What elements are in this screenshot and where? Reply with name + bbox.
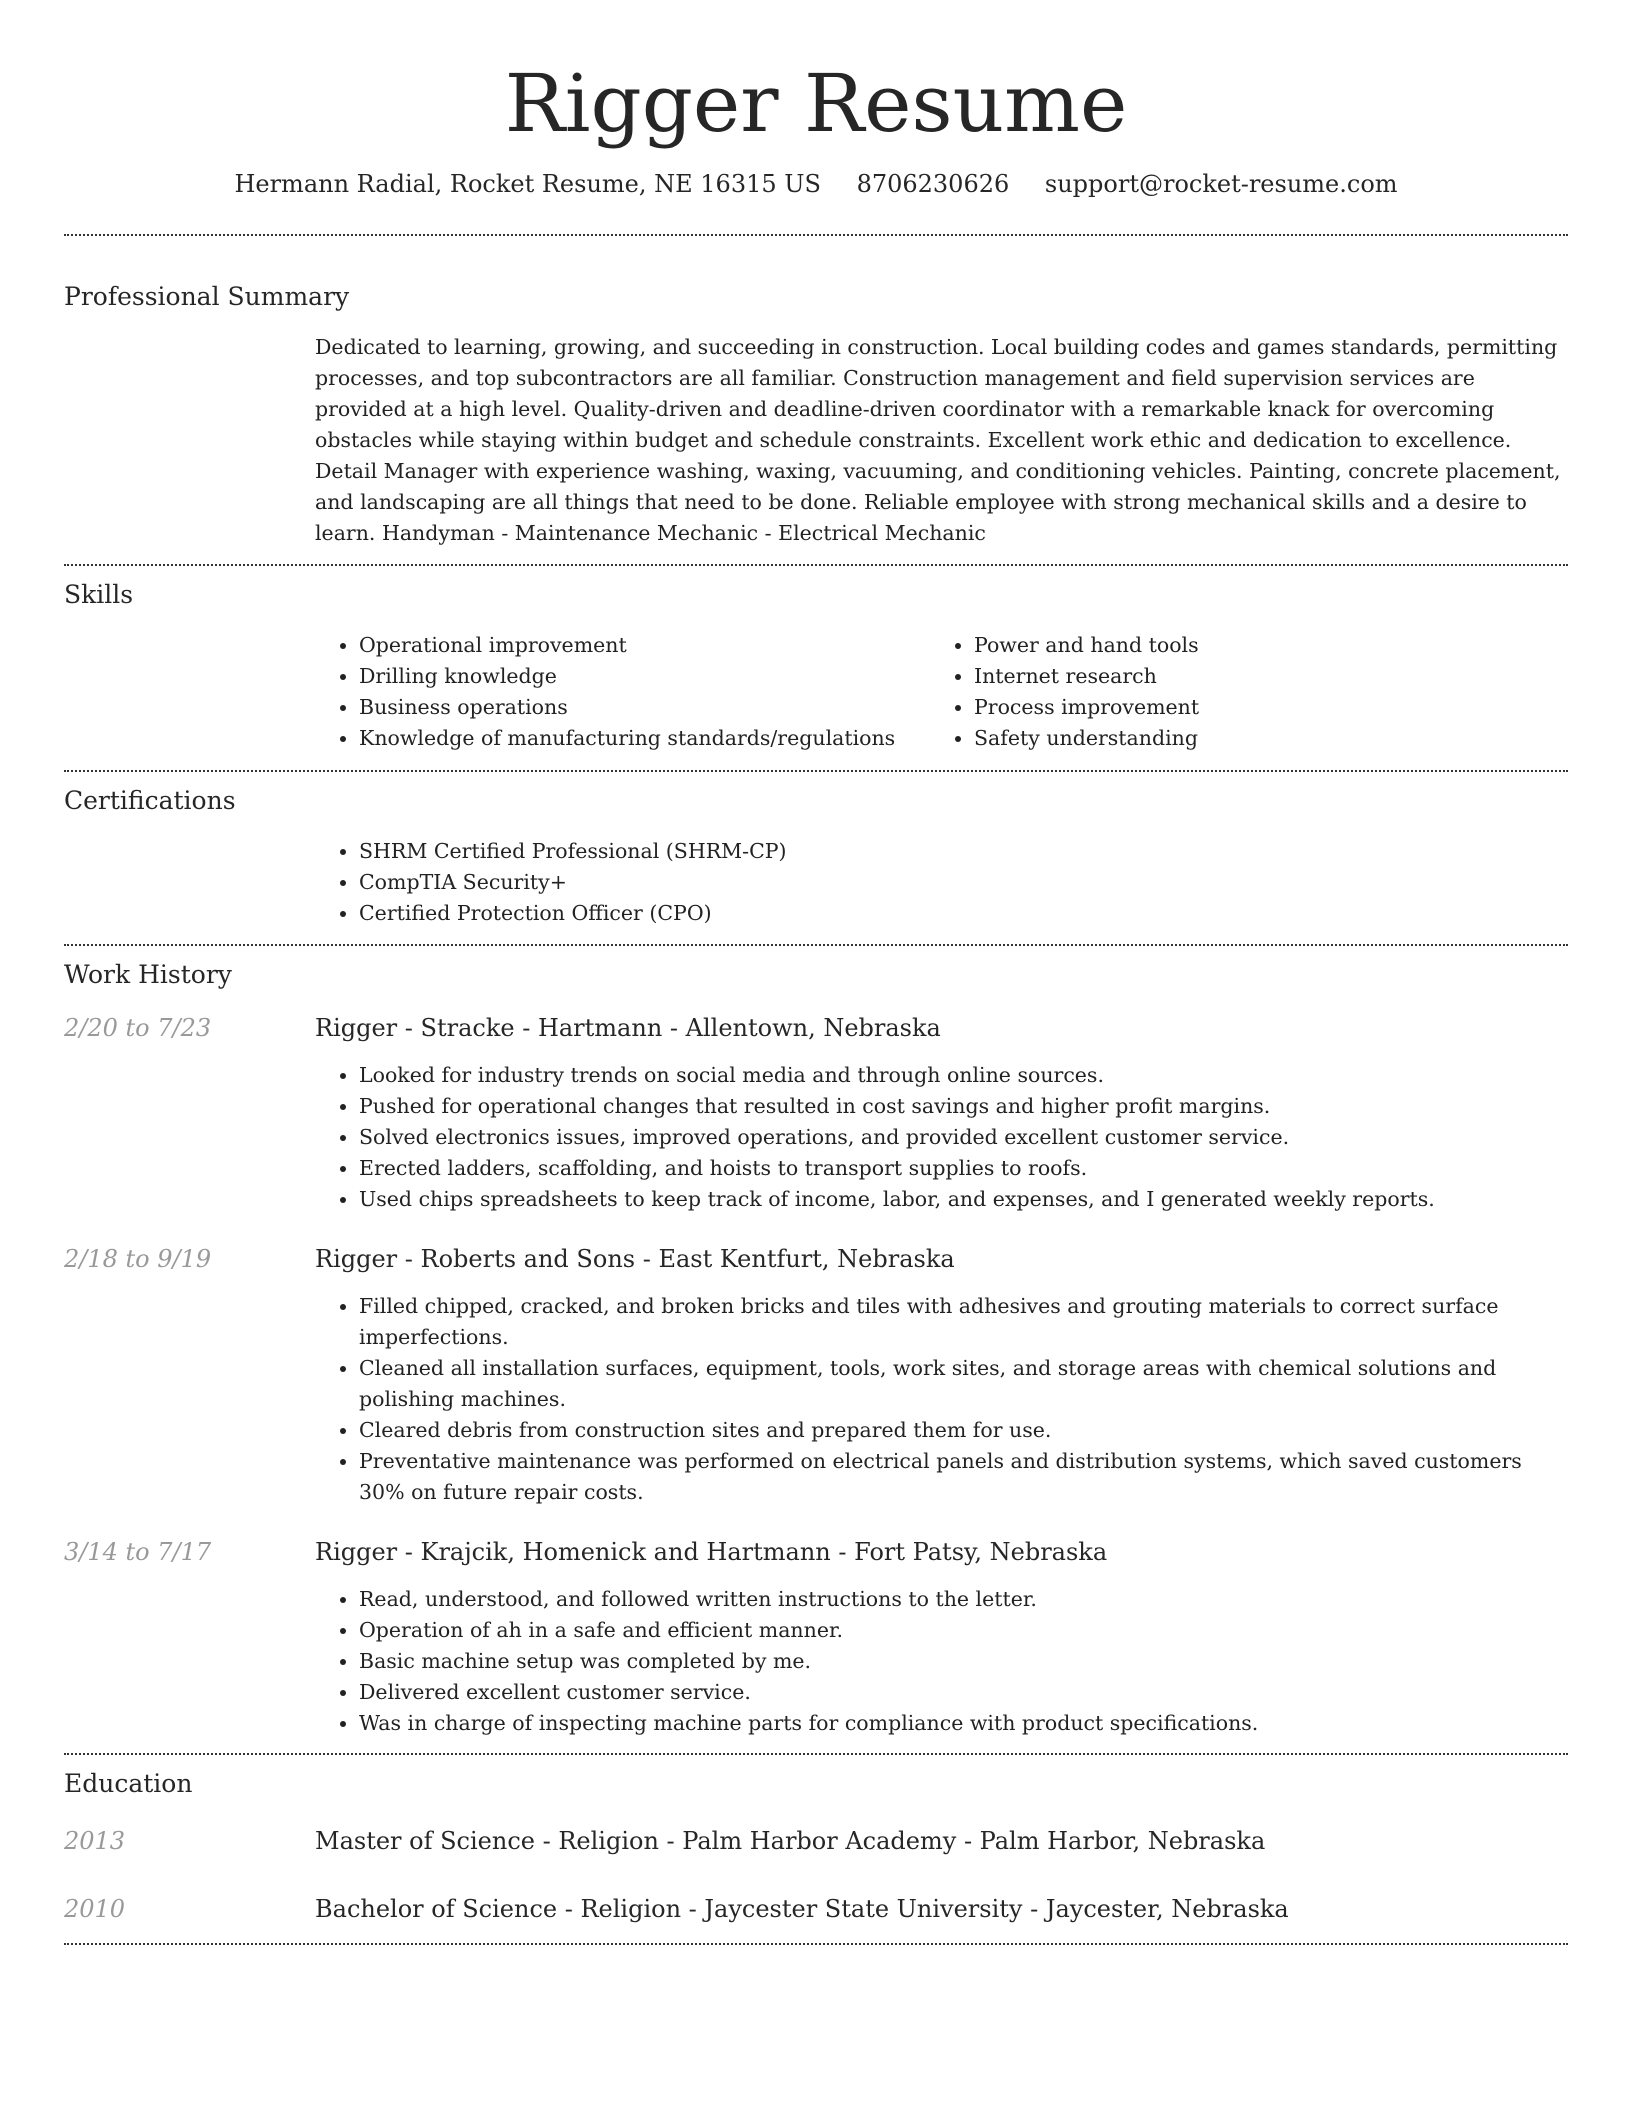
skill-item: • Operational improvement — [359, 630, 930, 661]
education-entry — [64, 1825, 1568, 1857]
job-bullet: • Filled chipped, cracked, and broken bricks and tiles with adhesives and grouting materials to correct surface imperfections. — [359, 1291, 1568, 1353]
section-divider — [64, 1753, 1568, 1755]
job-title: Rigger - Roberts and Sons - East Kentfurt, Nebraska — [315, 1245, 955, 1273]
certification-item: • SHRM Certified Professional (SHRM-CP) — [359, 836, 1568, 867]
job-bullet: • Cleaned all installation surfaces, equipment, tools, work sites, and storage areas with chemical solutions and polishing machines. — [359, 1353, 1568, 1415]
job-bullet: • Basic machine setup was completed by me. — [359, 1646, 1568, 1677]
skill-item: • Safety understanding — [974, 723, 1199, 754]
section-title-skills: Skills — [64, 580, 134, 609]
skill-item: • Knowledge of manufacturing standards/regulations — [359, 723, 930, 754]
job-bullet: • Preventative maintenance was performed on electrical panels and distribution systems, which saved customers 30% on future repair costs. — [359, 1446, 1568, 1508]
job-bullet: • Used chips spreadsheets to keep track of income, labor, and expenses, and I generated weekly reports. — [359, 1184, 1568, 1215]
job-title: Rigger - Stracke - Hartmann - Allentown, Nebraska — [315, 1014, 941, 1042]
section-divider — [64, 770, 1568, 772]
education-entry — [64, 1893, 1568, 1925]
section-divider — [64, 1943, 1568, 1945]
section-title-education: Education — [64, 1769, 193, 1798]
skills-column-left — [315, 630, 930, 754]
education-title: Bachelor of Science - Religion - Jaycester State University - Jaycester, Nebraska — [315, 1895, 1289, 1923]
job-entry — [64, 1536, 1568, 1739]
skill-item: • Business operations — [359, 692, 930, 723]
contact-phone: 8706230626 — [856, 170, 1010, 198]
job-bullet: • Was in charge of inspecting machine parts for compliance with product specifications. — [359, 1708, 1568, 1739]
job-date: 2/18 to 9/19 — [64, 1245, 212, 1273]
certifications-list — [315, 836, 1568, 929]
contact-address: Hermann Radial, Rocket Resume, NE 16315 US — [234, 170, 821, 198]
job-bullet: • Solved electronics issues, improved operations, and provided excellent customer service. — [359, 1122, 1568, 1153]
job-entry — [64, 1243, 1568, 1508]
job-bullet: • Erected ladders, scaffolding, and hoists to transport supplies to roofs. — [359, 1153, 1568, 1184]
skill-item: • Internet research — [974, 661, 1199, 692]
education-title: Master of Science - Religion - Palm Harbor Academy - Palm Harbor, Nebraska — [315, 1827, 1266, 1855]
certification-item: • Certified Protection Officer (CPO) — [359, 898, 1568, 929]
skill-item: • Drilling knowledge — [359, 661, 930, 692]
contact-line — [64, 168, 1568, 200]
education-year: 2013 — [64, 1827, 126, 1855]
job-bullet: • Delivered excellent customer service. — [359, 1677, 1568, 1708]
section-divider — [64, 944, 1568, 946]
section-title-work-history: Work History — [64, 960, 232, 989]
job-bullets — [315, 1060, 1568, 1215]
contact-email: support@rocket-resume.com — [1044, 170, 1398, 198]
job-bullets — [315, 1584, 1568, 1739]
section-divider — [64, 564, 1568, 566]
job-date: 3/14 to 7/17 — [64, 1538, 212, 1566]
skills-column-right — [930, 630, 1199, 754]
education-year: 2010 — [64, 1895, 126, 1923]
skill-item: • Power and hand tools — [974, 630, 1199, 661]
job-bullet: • Cleared debris from construction sites and prepared them for use. — [359, 1415, 1568, 1446]
job-bullet: • Operation of ah in a safe and efficient manner. — [359, 1615, 1568, 1646]
section-divider — [64, 234, 1568, 236]
job-bullet: • Read, understood, and followed written instructions to the letter. — [359, 1584, 1568, 1615]
certification-item: • CompTIA Security+ — [359, 867, 1568, 898]
job-bullets — [315, 1291, 1568, 1508]
section-title-certifications: Certifications — [64, 786, 236, 815]
job-title: Rigger - Krajcik, Homenick and Hartmann - Fort Patsy, Nebraska — [315, 1538, 1108, 1566]
skills-list — [315, 630, 1568, 754]
section-title-summary: Professional Summary — [64, 282, 350, 311]
job-entry — [64, 1012, 1568, 1215]
job-bullet: • Looked for industry trends on social media and through online sources. — [359, 1060, 1568, 1091]
summary-text: Dedicated to learning, growing, and succeeding in construction. Local building codes and games standards, permitting processes, and top subcontractors are all familiar. Construction management and field supervision services are provided at a high level. Quality-driven and deadline-driven coordinator with a remarkable knack for overcoming obstacles while staying within budget and schedule constraints. Excellent work ethic and dedication to excellence. Detail Manager with experience washing, waxing, vacuuming, and conditioning vehicles. Painting, concrete placement, and landscaping are all things that need to be done. Reliable employee with strong mechanical skills and a desire to learn. Handyman - Maintenance Mechanic - Electrical Mechanic — [315, 335, 1561, 545]
job-date: 2/20 to 7/23 — [64, 1014, 212, 1042]
skill-item: • Process improvement — [974, 692, 1199, 723]
job-bullet: • Pushed for operational changes that resulted in cost savings and higher profit margins. — [359, 1091, 1568, 1122]
resume-page — [64, 0, 1568, 1945]
resume-title: Rigger Resume — [504, 57, 1128, 150]
